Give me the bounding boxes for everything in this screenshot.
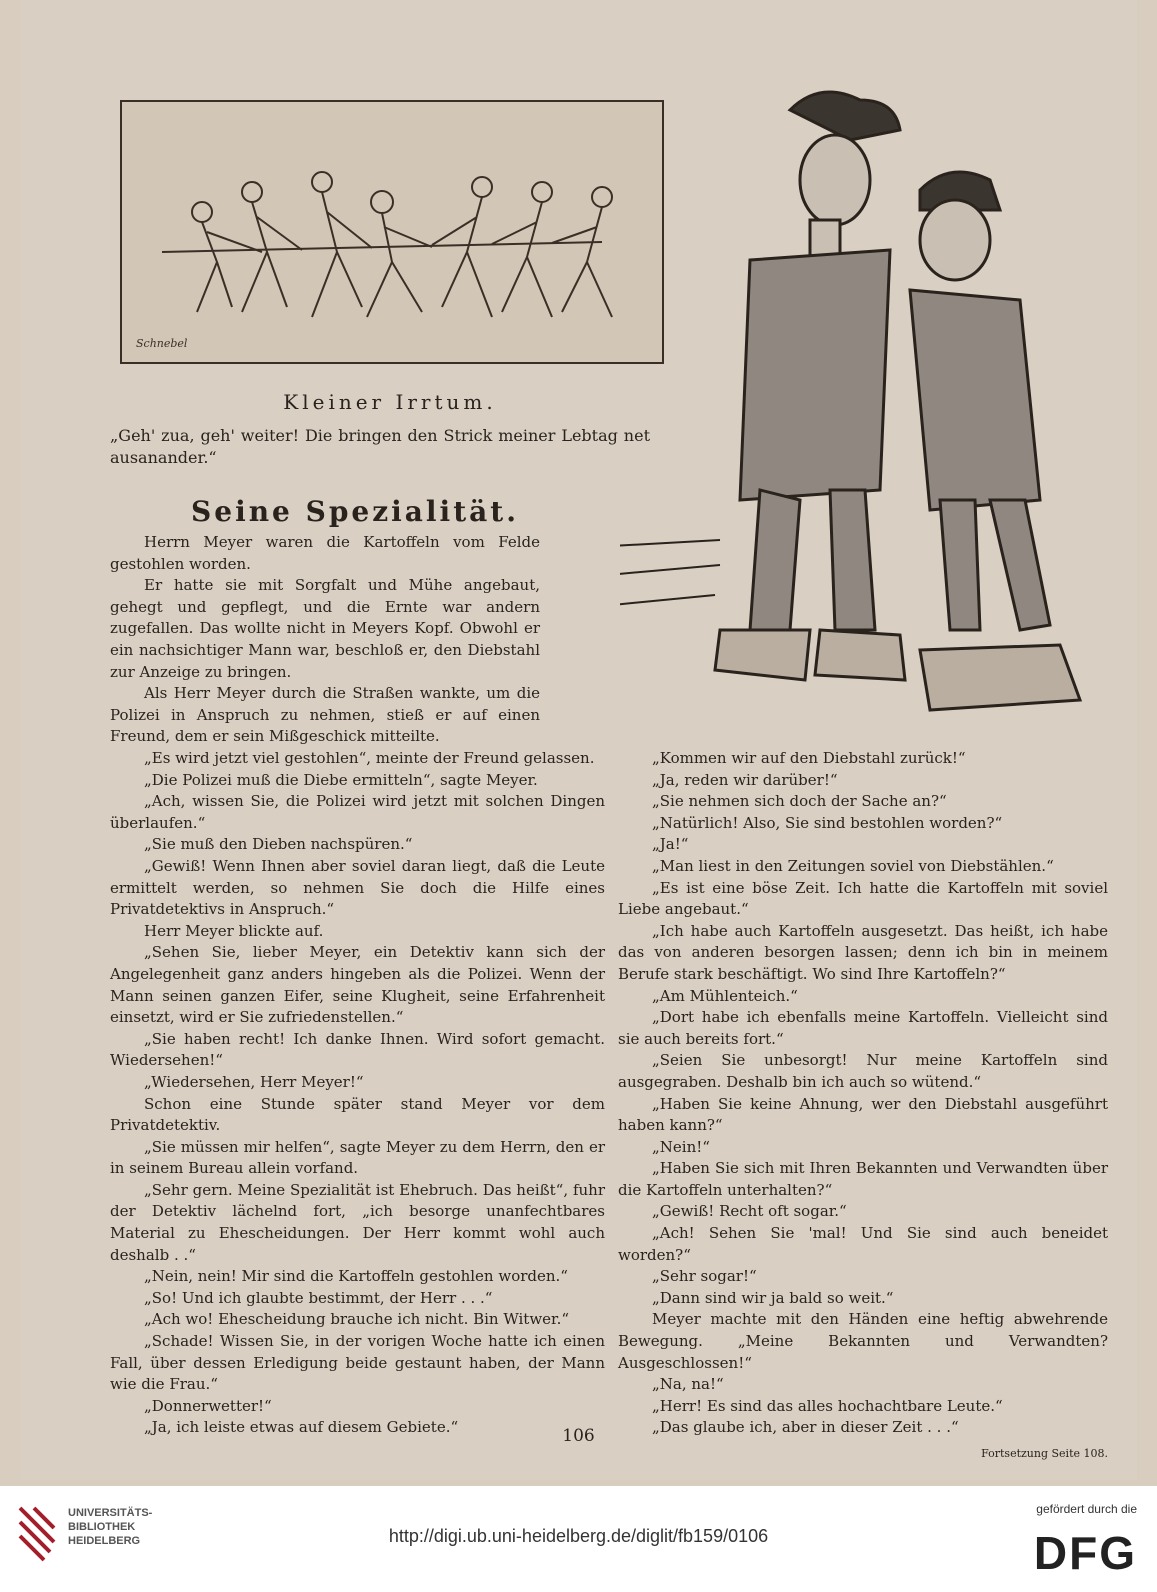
story-right-column	[618, 748, 1108, 1465]
paragraph: „Ja!“	[652, 835, 689, 854]
paragraph: „Ja, ich leiste etwas auf diesem Gebiete.“	[144, 1418, 459, 1437]
paragraph: „Schade! Wissen Sie, in der vorigen Woche hatte ich einen Fall, über dessen Erledigung beide gestaunt haben, der Mann wie die Frau.“	[110, 1332, 605, 1394]
paragraph: „Na, na!“	[652, 1375, 724, 1394]
institution-line: BIBLIOTHEK	[68, 1521, 136, 1533]
paragraph: „Ach! Sehen Sie 'mal! Und Sie sind auch beneidet worden?“	[618, 1224, 1108, 1264]
paragraph: Als Herr Meyer durch die Straßen wankte, um die Polizei in Anspruch zu nehmen, stieß er auf einen Freund, dem er sein Mißgeschick mitteilte.	[110, 684, 540, 746]
paragraph: „Nein!“	[652, 1137, 710, 1156]
tug-of-war-illustration	[120, 100, 664, 364]
paragraph: Herr Meyer blickte auf.	[144, 921, 324, 940]
tug-of-war-drawing	[122, 102, 662, 362]
paragraph: „Wiedersehen, Herr Meyer!“	[144, 1072, 364, 1091]
paragraph: „Donnerwetter!“	[144, 1396, 272, 1415]
caption-title: Kleiner Irrtum.	[283, 390, 497, 414]
paragraph: „Ich habe auch Kartoffeln ausgesetzt. Das heißt, ich habe das von anderen besorgen lassen; denn ich bin in meinem Berufe stark beschäftigt. Wo sind Ihre Kartoffeln?“	[618, 921, 1108, 983]
story-left-column	[110, 748, 605, 1439]
source-url-link[interactable]: http://digi.ub.uni-heidelberg.de/diglit/fb159/0106	[388, 1526, 769, 1546]
paragraph: „Kommen wir auf den Diebstahl zurück!“	[652, 749, 966, 767]
paragraph: „Seien Sie unbesorgt! Nur meine Kartoffeln sind ausgegraben. Deshalb bin ich auch so wütend.“	[618, 1051, 1108, 1091]
paragraph: „Sehr gern. Meine Spezialität ist Ehebruch. Das heißt“, fuhr der Detektiv lächelnd fort, „ich besorge unanfechtbares Material zu Ehescheidungen. Der Herr kommt wohl auch deshalb . .“	[110, 1180, 605, 1264]
paragraph: „Haben Sie sich mit Ihren Bekannten und Verwandten über die Kartoffeln unterhalten?“	[618, 1159, 1108, 1199]
paragraph: „Die Polizei muß die Diebe ermitteln“, sagte Meyer.	[144, 770, 538, 789]
funded-by-label: gefördert durch die	[1036, 1502, 1137, 1516]
paragraph: „Sie nehmen sich doch der Sache an?“	[652, 792, 947, 811]
paragraph: „Haben Sie keine Ahnung, wer den Diebstahl ausgeführt haben kann?“	[618, 1094, 1108, 1135]
paragraph: „Es wird jetzt viel gestohlen“, meinte der Freund gelassen.	[144, 749, 595, 767]
paragraph: „Gewiß! Wenn Ihnen aber soviel daran liegt, daß die Leute ermittelt werden, so nehmen Sie doch die Hilfe eines Privatdetektivs in Anspruch.“	[110, 856, 605, 919]
paragraph: „So! Und ich glaubte bestimmt, der Herr . . .“	[144, 1288, 493, 1307]
artist-signature: Schnebel	[136, 337, 188, 350]
story-intro-column	[110, 532, 540, 748]
story-title: Seine Spezialität.	[191, 495, 519, 528]
paragraph: Er hatte sie mit Sorgfalt und Mühe angebaut, gehegt und gepflegt, und die Ernte war andern zugefallen. Das wollte nicht in Meyers Kopf. Obwohl er ein nachsichtiger Mann war, beschloß er, den Diebstahl zur Anzeige zu bringen.	[110, 576, 540, 681]
cartoon-drawing	[620, 70, 1140, 720]
caption-text: „Geh' zua, geh' weiter! Die bringen den Strick meiner Lebtag net ausanander.“	[110, 426, 650, 467]
paragraph: „Man liest in den Zeitungen soviel von Diebstählen.“	[652, 856, 1054, 875]
paragraph: „Herr! Es sind das alles hochachtbare Leute.“	[652, 1396, 1003, 1415]
institution-line: HEIDELBERG	[68, 1535, 141, 1547]
paragraph: „Sie haben recht! Ich danke Ihnen. Wird sofort gemacht. Wiedersehen!“	[110, 1029, 605, 1070]
paragraph: „Ja, reden wir darüber!“	[652, 770, 838, 789]
magazine-page	[20, 0, 1137, 1480]
paragraph: Meyer machte mit den Händen eine heftig abwehrende Bewegung. „Meine Bekannten und Verwandten? Ausgeschlossen!“	[618, 1310, 1108, 1372]
paragraph: „Das glaube ich, aber in dieser Zeit . . .“	[652, 1418, 959, 1437]
institution-line: UNIVERSITÄTS-	[68, 1507, 153, 1519]
paragraph: „Gewiß! Recht oft sogar.“	[652, 1202, 847, 1221]
continued-note: Fortsetzung Seite 108.	[981, 1447, 1108, 1460]
paragraph: Herrn Meyer waren die Kartoffeln vom Felde gestohlen worden.	[110, 533, 540, 573]
cartoon-two-men	[620, 70, 1140, 720]
page-number: 106	[562, 1426, 595, 1446]
paragraph: „Sehen Sie, lieber Meyer, ein Detektiv kann sich der Angelegenheit ganz anders hingeben als die Polizei. Wenn der Mann seinen ganzen Eifer, seine Klugheit, seine Erfahrenheit einsetzt, wird er Sie zufriedenstellen.“	[110, 943, 605, 1027]
paragraph: „Am Mühlenteich.“	[652, 986, 798, 1005]
paragraph: „Sie muß den Dieben nachspüren.“	[144, 835, 413, 854]
paragraph: „Sie müssen mir helfen“, sagte Meyer zu dem Herrn, den er in seinem Bureau allein vorfand.	[110, 1137, 605, 1178]
paragraph: „Nein, nein! Mir sind die Kartoffeln gestohlen worden.“	[144, 1267, 568, 1286]
paragraph: „Es ist eine böse Zeit. Ich hatte die Kartoffeln mit soviel Liebe angebaut.“	[618, 878, 1108, 919]
paragraph: Schon eine Stunde später stand Meyer vor dem Privatdetektiv.	[110, 1094, 605, 1135]
paragraph: „Dann sind wir ja bald so weit.“	[652, 1288, 894, 1307]
paragraph: „Ach, wissen Sie, die Polizei wird jetzt mit solchen Dingen überlaufen.“	[110, 792, 605, 832]
paragraph: „Natürlich! Also, Sie sind bestohlen worden?“	[652, 813, 1003, 832]
paragraph: „Sehr sogar!“	[652, 1267, 757, 1286]
dfg-logo[interactable]: DFG	[1033, 1527, 1137, 1579]
footer-bar	[0, 1486, 1157, 1592]
paragraph: „Ach wo! Ehescheidung brauche ich nicht. Bin Witwer.“	[144, 1310, 570, 1329]
paragraph: „Dort habe ich ebenfalls meine Kartoffeln. Vielleicht sind sie auch bereits fort.“	[618, 1008, 1108, 1048]
